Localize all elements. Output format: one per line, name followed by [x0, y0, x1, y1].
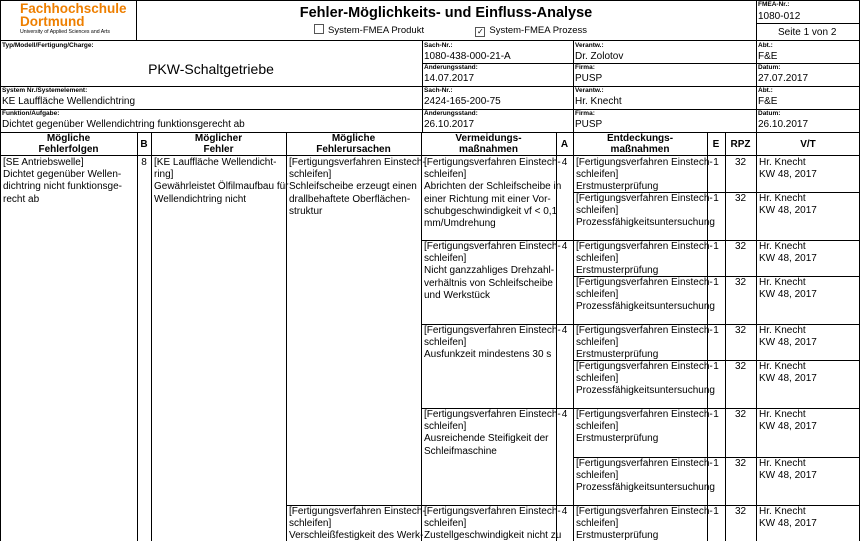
vt-cell: Hr. Knecht KW 48, 2017	[759, 458, 817, 482]
h-rule	[0, 86, 860, 87]
logo-line2: Dortmund	[20, 14, 85, 29]
a-value: 4	[561, 157, 568, 168]
col-header-a: A	[560, 139, 569, 150]
entdeckung-cell: [Fertigungsverfahren Einstech- schleifen] Erstmusterprüfung	[576, 157, 713, 193]
firma-2-value: PUSP	[575, 119, 603, 130]
rpz-value: 32	[734, 277, 747, 288]
h-rule	[573, 276, 860, 277]
entdeckung-cell: [Fertigungsverfahren Einstech- schleifen] Prozessfähigkeitsuntersuchung	[576, 277, 715, 313]
typ-label: Typ/Modell/Fertigung/Charge:	[2, 42, 94, 49]
rpz-value: 32	[734, 506, 747, 517]
v-rule	[573, 40, 574, 132]
vermeidung-cell: [Fertigungsverfahren Einstech- schleifen] Nicht ganzzahliges Drehzahl- verhältnis von Schleifscheibe und Werkstück	[424, 241, 561, 301]
h-rule	[421, 240, 860, 241]
v-rule	[421, 132, 422, 541]
h-rule	[421, 408, 860, 409]
checkbox-unchecked-icon	[314, 24, 324, 34]
col-header-e: E	[712, 139, 720, 150]
verantw-value: Dr. Zolotov	[575, 51, 624, 62]
v-rule	[151, 132, 152, 541]
logo	[20, 2, 135, 40]
v-rule	[422, 40, 423, 132]
col-header-fehlerfolgen: Mögliche Fehlerfolgen	[38, 133, 99, 155]
entdeckung-cell: [Fertigungsverfahren Einstech- schleifen] Erstmusterprüfung	[576, 241, 713, 277]
system-value: KE Lauffläche Wellendichtring	[2, 96, 136, 107]
e-value: 1	[713, 241, 719, 252]
checkbox-checked-icon: ✓	[477, 27, 484, 36]
col-header-b: B	[140, 139, 148, 150]
h-rule	[421, 505, 860, 506]
firma-value: PUSP	[575, 73, 603, 84]
abt-2-label: Abt.:	[758, 87, 773, 94]
logo-sub: University of Applied Sciences and Arts	[20, 29, 110, 35]
vermeidung-cell: [Fertigungsverfahren Einstech- schleifen] Ausfunkzeit mindestens 30 s	[424, 325, 561, 361]
e-value: 1	[713, 277, 719, 288]
entdeckung-cell: [Fertigungsverfahren Einstech- schleifen] Erstmusterprüfung	[576, 409, 713, 445]
aenderungsstand-value: 14.07.2017	[424, 73, 475, 84]
entdeckung-cell: [Fertigungsverfahren Einstech- schleifen] Erstmusterprüfung	[576, 506, 713, 542]
e-value: 1	[713, 409, 719, 420]
aenderungsstand-2-value: 26.10.2017	[424, 119, 475, 130]
abt-value: F&E	[758, 51, 778, 62]
entdeckung-cell: [Fertigungsverfahren Einstech- schleifen] Prozessfähigkeitsuntersuchung	[576, 193, 715, 229]
v-rule	[756, 132, 757, 541]
system-label: System Nr./Systemelement:	[2, 87, 88, 94]
sach-nr-value: 1080-438-000-21-A	[424, 51, 511, 62]
h-rule	[0, 155, 860, 156]
b-value: 8	[141, 157, 147, 168]
h-rule	[0, 132, 860, 133]
entdeckung-cell: [Fertigungsverfahren Einstech- schleifen] Erstmusterprüfung	[576, 325, 713, 361]
fmea-nr-label: FMEA-Nr.:	[758, 1, 790, 8]
fmea-type-checkboxes	[314, 24, 634, 37]
vt-cell: Hr. Knecht KW 48, 2017	[759, 157, 817, 181]
vt-cell: Hr. Knecht KW 48, 2017	[759, 409, 817, 433]
v-rule	[137, 132, 138, 541]
vermeidung-cell: [Fertigungsverfahren Einstech- schleifen] Ausreichende Steifigkeit der Schleifmaschine	[424, 409, 561, 457]
firma-2-label: Firma:	[575, 110, 595, 117]
vermeidung-cell: [Fertigungsverfahren Einstech- schleifen] Zustellgeschwindigkeit nicht zu	[424, 506, 562, 542]
e-value: 1	[713, 361, 719, 372]
verantw-label: Verantw.:	[575, 42, 604, 49]
h-rule	[573, 360, 860, 361]
h-rule	[573, 192, 860, 193]
rpz-value: 32	[734, 193, 747, 204]
a-value: 4	[561, 506, 568, 517]
e-value: 1	[713, 325, 719, 336]
rpz-value: 32	[734, 325, 747, 336]
fehler-cell: [KE Lauffläche Wellendicht- ring] Gewährleistet Ölfilmaufbau für Wellendichtring nicht	[154, 157, 289, 205]
rpz-value: 32	[734, 409, 747, 420]
abt-2-value: F&E	[758, 96, 778, 107]
ursache-cell-1: [Fertigungsverfahren Einstech- schleifen] Schleifscheibe erzeugt einen drallbehaftete Oberflächen- struktur	[289, 157, 426, 217]
a-value: 4	[561, 409, 568, 420]
firma-label: Firma:	[575, 64, 595, 71]
ursache-cell-2: [Fertigungsverfahren Einstech- schleifen] Verschleißfestigkeit des Werk-	[289, 506, 426, 542]
page-indicator: Seite 1 von 2	[778, 27, 837, 38]
fehlerfolge-cell: [SE Antriebswelle] Dichtet gegenüber Wellen- dichtring nicht funktionsge- recht ab	[3, 157, 122, 205]
h-rule	[573, 457, 860, 458]
h-rule	[0, 40, 860, 41]
datum-value: 27.07.2017	[758, 73, 809, 84]
e-value: 1	[713, 506, 719, 517]
h-rule	[0, 0, 860, 1]
rpz-value: 32	[734, 157, 747, 168]
e-value: 1	[713, 193, 719, 204]
sach-nr-2-label: Sach-Nr.:	[424, 87, 453, 94]
h-rule	[421, 324, 860, 325]
fmea-nr-value: 1080-012	[758, 11, 801, 22]
col-header-rpz: RPZ	[730, 139, 751, 150]
h-rule	[286, 505, 421, 506]
datum-2-value: 26.10.2017	[758, 119, 809, 130]
v-rule	[0, 0, 1, 541]
v-rule	[573, 132, 574, 541]
entdeckung-cell: [Fertigungsverfahren Einstech- schleifen] Prozessfähigkeitsuntersuchung	[576, 361, 715, 397]
rpz-value: 32	[734, 241, 747, 252]
a-value: 4	[561, 325, 568, 336]
col-header-vt: V/T	[800, 139, 816, 150]
vt-cell: Hr. Knecht KW 48, 2017	[759, 361, 817, 385]
v-rule	[556, 132, 557, 541]
col-header-ursachen: Mögliche Fehlerursachen	[316, 133, 391, 155]
sach-nr-label: Sach-Nr.:	[424, 42, 453, 49]
aenderungsstand-2-label: Änderungsstand:	[424, 110, 478, 117]
e-value: 1	[713, 157, 719, 168]
col-header-vermeidung: Vermeidungs- maßnahmen	[455, 133, 522, 155]
col-header-fehler: Möglicher Fehler	[194, 133, 243, 155]
vt-cell: Hr. Knecht KW 48, 2017	[759, 241, 817, 265]
abt-label: Abt.:	[758, 42, 773, 49]
rpz-value: 32	[734, 458, 747, 469]
funktion-label: Funktion/Aufgabe:	[2, 110, 60, 117]
v-rule	[286, 132, 287, 541]
h-rule	[0, 109, 422, 110]
h-rule	[422, 109, 860, 110]
v-rule	[756, 40, 757, 132]
datum-label: Datum:	[758, 64, 781, 71]
page-title: Fehler-Möglichkeits- und Einfluss-Analyse	[299, 5, 593, 21]
logo-line1: Fachhochschule	[20, 1, 127, 16]
v-rule	[707, 132, 708, 541]
vt-cell: Hr. Knecht KW 48, 2017	[759, 277, 817, 301]
aenderungsstand-label: Änderungsstand:	[424, 64, 478, 71]
sach-nr-2-value: 2424-165-200-75	[424, 96, 501, 107]
vt-cell: Hr. Knecht KW 48, 2017	[759, 506, 817, 530]
verantw-2-value: Hr. Knecht	[575, 96, 622, 107]
e-value: 1	[713, 458, 719, 469]
vt-cell: Hr. Knecht KW 48, 2017	[759, 193, 817, 217]
entdeckung-cell: [Fertigungsverfahren Einstech- schleifen] Prozessfähigkeitsuntersuchung	[576, 458, 715, 494]
v-rule	[756, 0, 757, 40]
verantw-2-label: Verantw.:	[575, 87, 604, 94]
checkbox-system-fmea-produkt[interactable]: System-FMEA Produkt	[314, 25, 424, 36]
funktion-value: Dichtet gegenüber Wellendichtring funktionsgerecht ab	[2, 119, 245, 130]
col-header-entdeckung: Entdeckungs- maßnahmen	[606, 133, 674, 155]
a-value: 4	[561, 241, 568, 252]
vermeidung-cell: [Fertigungsverfahren Einstech- schleifen] Abrichten der Schleifscheibe in einer Richtung mit einer Vor- schubgeschwindigkeit vf < 0,1 mm/Umdrehung	[424, 157, 562, 230]
h-rule	[756, 23, 860, 24]
vt-cell: Hr. Knecht KW 48, 2017	[759, 325, 817, 349]
v-rule	[725, 132, 726, 541]
rpz-value: 32	[734, 361, 747, 372]
h-rule	[422, 63, 860, 64]
datum-2-label: Datum:	[758, 110, 781, 117]
v-rule	[136, 0, 137, 40]
typ-value: PKW-Schaltgetriebe	[148, 61, 274, 77]
checkbox-system-fmea-prozess[interactable]: ✓ System-FMEA Prozess	[477, 25, 588, 36]
